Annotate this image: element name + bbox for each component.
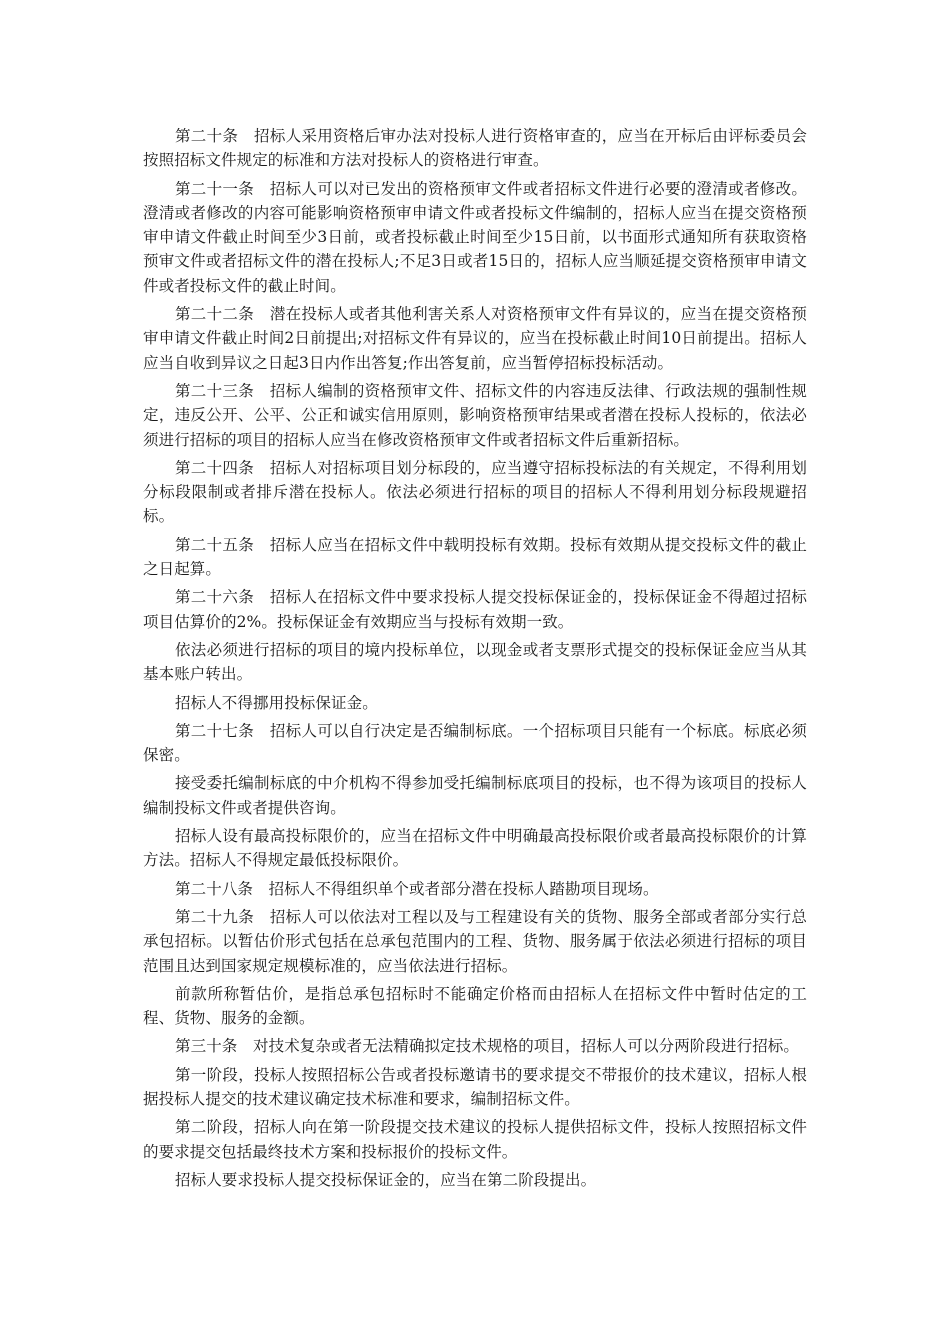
article-30: 第三十条 对技术复杂或者无法精确拟定技术规格的项目，招标人可以分两阶段进行招标。 xyxy=(175,1037,800,1056)
article-27-paragraph-2: 接受委托编制标底的中介机构不得参加受托编制标底项目的投标，也不得为该项目的投标人编制投标文件或者提供咨询。 xyxy=(143,774,807,817)
article-26-paragraph-3: 招标人不得挪用投标保证金。 xyxy=(175,693,378,712)
article-24: 第二十四条 招标人对招标项目划分标段的，应当遵守招标投标法的有关规定，不得利用划分标段限制或者排斥潜在投标人。依法必须进行招标的项目的招标人不得利用划分标段规避招标。 xyxy=(143,458,807,526)
article-23: 第二十三条 招标人编制的资格预审文件、招标文件的内容违反法律、行政法规的强制性规定，违反公开、公平、公正和诚实信用原则，影响资格预审结果或者潜在投标人投标的，依法必须进行招标的项目的招标人应当在修改资格预审文件或者招标文件后重新招标。 xyxy=(143,381,807,449)
article-27-paragraph-3: 招标人设有最高投标限价的，应当在招标文件中明确最高投标限价或者最高投标限价的计算方法。招标人不得规定最低投标限价。 xyxy=(143,827,807,870)
article-22: 第二十二条 潜在投标人或者其他利害关系人对资格预审文件有异议的，应当在提交资格预审申请文件截止时间2日前提出;对招标文件有异议的，应当在投标截止时间10日前提出。招标人应当自收到异议之日起3日内作出答复;作出答复前，应当暂停招标投标活动。 xyxy=(143,305,807,372)
article-29-paragraph-2: 前款所称暂估价，是指总承包招标时不能确定价格而由招标人在招标文件中暂时估定的工程、货物、服务的金额。 xyxy=(143,984,807,1028)
article-27: 第二十七条 招标人可以自行决定是否编制标底。一个招标项目只能有一个标底。标底必须保密。 xyxy=(143,721,807,765)
article-20: 第二十条 招标人采用资格后审办法对投标人进行资格审查的，应当在开标后由评标委员会按照招标文件规定的标准和方法对投标人的资格进行审查。 xyxy=(143,127,807,170)
article-30-stage-2: 第二阶段，招标人向在第一阶段提交技术建议的投标人提供招标文件，投标人按照招标文件的要求提交包括最终技术方案和投标报价的投标文件。 xyxy=(143,1118,807,1161)
article-30-stage-1: 第一阶段，投标人按照招标公告或者投标邀请书的要求提交不带报价的技术建议，招标人根据投标人提交的技术建议确定技术标准和要求，编制招标文件。 xyxy=(143,1065,807,1108)
document-body xyxy=(143,124,807,1196)
article-28: 第二十八条 招标人不得组织单个或者部分潜在投标人踏勘项目现场。 xyxy=(175,879,659,898)
article-26: 第二十六条 招标人在招标文件中要求投标人提交投标保证金的，投标保证金不得超过招标项目估算价的2%。投标保证金有效期应当与投标有效期一致。 xyxy=(143,588,807,631)
article-30-paragraph-4: 招标人要求投标人提交投标保证金的，应当在第二阶段提出。 xyxy=(175,1170,597,1189)
article-29: 第二十九条 招标人可以依法对工程以及与工程建设有关的货物、服务全部或者部分实行总承包招标。以暂估价形式包括在总承包范围内的工程、货物、服务属于依法必须进行招标的项目范围且达到国家规定规模标准的，应当依法进行招标。 xyxy=(143,907,807,975)
article-21: 第二十一条 招标人可以对已发出的资格预审文件或者招标文件进行必要的澄清或者修改。澄清或者修改的内容可能影响资格预审申请文件或者投标文件编制的，招标人应当在提交资格预审申请文件截止时间至少3日前，或者投标截止时间至少15日前，以书面形式通知所有获取资格预审文件或者招标文件的潜在投标人;不足3日或者15日的，招标人应当顺延提交资格预审申请文件或者投标文件的截止时间。 xyxy=(143,179,807,295)
article-26-paragraph-2: 依法必须进行招标的项目的境内投标单位，以现金或者支票形式提交的投标保证金应当从其基本账户转出。 xyxy=(143,640,807,684)
article-25: 第二十五条 招标人应当在招标文件中载明投标有效期。投标有效期从提交投标文件的截止之日起算。 xyxy=(143,535,807,579)
